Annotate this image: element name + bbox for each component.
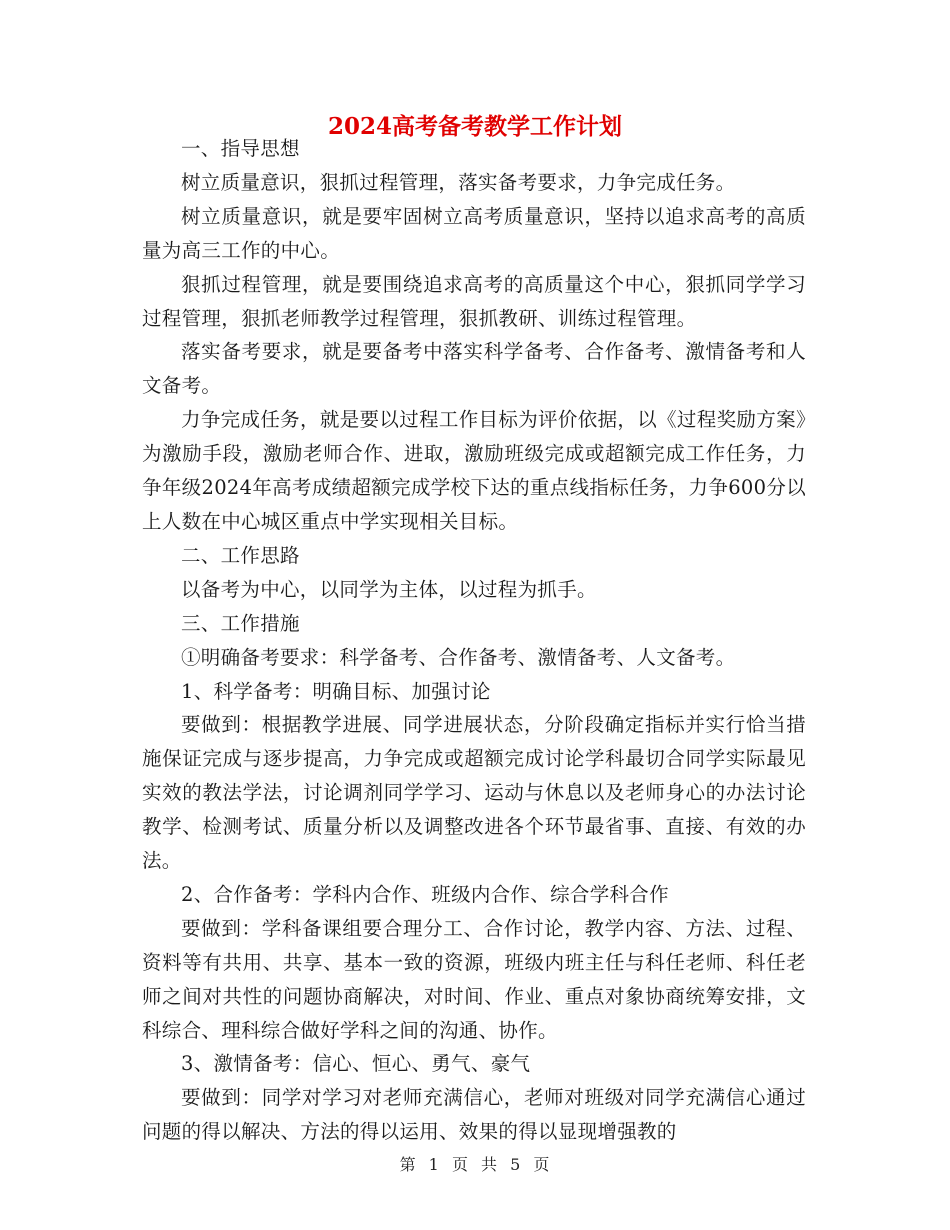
heading-work-approach: 二、工作思路 bbox=[181, 543, 300, 567]
document-title: 2024高考备考教学工作计划 bbox=[327, 113, 622, 140]
paragraph: ①明确备考要求：科学备考、合作备考、激情备考、人文备考。 bbox=[181, 645, 736, 669]
paragraph: 力争完成任务，就是要以过程工作目标为评价依据，以《过程奖励方案》为激励手段，激励老师合作、进取，激励班级完成或超额完成工作任务，力争年级2024年高考成绩超额完成学校下达的重点线指标任务，力争600分以上人数在中心城区重点中学实现相关目标。 bbox=[142, 408, 806, 533]
document-body bbox=[142, 132, 806, 1149]
paragraph: 要做到：同学对学习对老师充满信心，老师对班级对同学充满信心通过问题的得以解决、方法的得以运用、效果的得以显现增强教的 bbox=[142, 1086, 806, 1144]
paragraph: 狠抓过程管理，就是要围绕追求高考的高质量这个中心，狠抓同学学习过程管理，狠抓老师教学过程管理，狠抓教研、训练过程管理。 bbox=[142, 272, 806, 330]
subheading-scientific-prep: 1、科学备考：明确目标、加强讨论 bbox=[181, 679, 491, 703]
paragraph: 落实备考要求，就是要备考中落实科学备考、合作备考、激情备考和人文备考。 bbox=[142, 340, 806, 398]
subheading-passionate-prep: 3、激情备考：信心、恒心、勇气、豪气 bbox=[181, 1052, 531, 1076]
paragraph: 以备考为中心，以同学为主体，以过程为抓手。 bbox=[181, 577, 597, 601]
paragraph: 要做到：根据教学进展、同学进展状态，分阶段确定指标并实行恰当措施保证完成与逐步提高，力争完成或超额完成讨论学科最切合同学实际最见实效的教法学法，讨论调剂同学学习、运动与休息以及老师身心的办法讨论教学、检测考试、质量分析以及调整改进各个环节最省事、直接、有效的办法。 bbox=[142, 713, 806, 873]
heading-work-measures: 三、工作措施 bbox=[181, 611, 300, 635]
paragraph: 树立质量意识，就是要牢固树立高考质量意识，坚持以追求高考的高质量为高三工作的中心。 bbox=[142, 204, 806, 262]
paragraph: 树立质量意识，狠抓过程管理，落实备考要求，力争完成任务。 bbox=[181, 170, 736, 194]
paragraph: 要做到：学科备课组要合理分工、合作讨论，教学内容、方法、过程、资料等有共用、共享、基本一致的资源，班级内班主任与科任老师、科任老师之间对共性的问题协商解决，对时间、作业、重点对象协商统筹安排，文科综合、理科综合做好学科之间的沟通、协作。 bbox=[142, 916, 806, 1042]
subheading-cooperative-prep: 2、合作备考：学科内合作、班级内合作、综合学科合作 bbox=[181, 882, 669, 906]
page-number-footer: 第 1 页 共 5 页 bbox=[399, 1155, 551, 1174]
heading-guiding-thought: 一、指导思想 bbox=[181, 137, 300, 160]
